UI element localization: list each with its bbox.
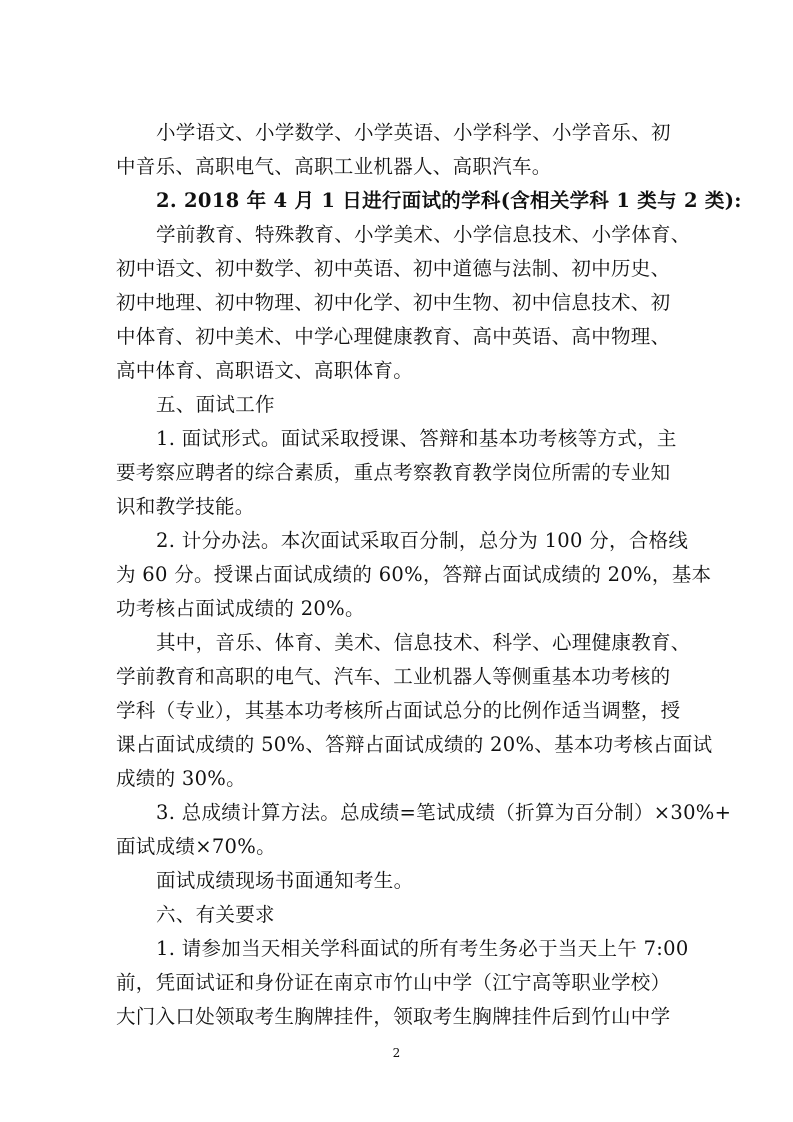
paragraph-line: 1. 面试形式。面试采取授课、答辩和基本功考核等方式，主 — [156, 427, 677, 450]
paragraph-line: 小学语文、小学数学、小学英语、小学科学、小学音乐、初 — [156, 121, 671, 144]
paragraph-line: 学前教育、特殊教育、小学美术、小学信息技术、小学体育、 — [156, 223, 691, 246]
paragraph-line: 中体育、初中美术、中学心理健康教育、高中英语、高中物理、 — [116, 325, 671, 348]
paragraph-line: 大门入口处领取考生胸牌挂件，领取考生胸牌挂件后到竹山中学 — [116, 1005, 671, 1028]
paragraph-line: 其中，音乐、体育、美术、信息技术、科学、心理健康教育、 — [156, 631, 691, 654]
paragraph-line: 中音乐、高职电气、高职工业机器人、高职汽车。 — [116, 155, 552, 178]
paragraph-line: 2. 计分办法。本次面试采取百分制，总分为 100 分，合格线 — [156, 529, 689, 552]
paragraph-line: 3. 总成绩计算方法。总成绩=笔试成绩（折算为百分制）×30%+ — [156, 801, 732, 824]
paragraph-line: 为 60 分。授课占面试成绩的 60%，答辩占面试成绩的 20%，基本 — [116, 563, 712, 586]
paragraph-line: 功考核占面试成绩的 20%。 — [116, 597, 365, 620]
paragraph-line: 1. 请参加当天相关学科面试的所有考生务必于当天上午 7:00 — [156, 937, 689, 960]
paragraph-line: 初中语文、初中数学、初中英语、初中道德与法制、初中历史、 — [116, 257, 671, 280]
paragraph-line: 前，凭面试证和身份证在南京市竹山中学（江宁高等职业学校） — [116, 971, 671, 994]
paragraph-line: 要考察应聘者的综合素质，重点考察教育教学岗位所需的专业知 — [116, 461, 671, 484]
paragraph-line: 学前教育和高职的电气、汽车、工业机器人等侧重基本功考核的 — [116, 665, 671, 688]
section-heading: 五、面试工作 — [156, 393, 275, 416]
paragraph-line: 面试成绩×70%。 — [116, 835, 276, 858]
paragraph-line: 识和教学技能。 — [116, 495, 255, 518]
paragraph-line: 高中体育、高职语文、高职体育。 — [116, 359, 414, 382]
paragraph-line: 学科（专业），其基本功考核所占面试总分的比例作适当调整，授 — [116, 699, 681, 722]
page-number: 2 — [392, 1046, 401, 1060]
paragraph-line: 初中地理、初中物理、初中化学、初中生物、初中信息技术、初 — [116, 291, 671, 314]
paragraph-line: 课占面试成绩的 50%、答辩占面试成绩的 20%、基本功考核占面试 — [116, 733, 713, 756]
paragraph-line: 面试成绩现场书面通知考生。 — [156, 869, 414, 892]
paragraph-line: 成绩的 30%。 — [116, 767, 246, 790]
section-heading: 2. 2018 年 4 月 1 日进行面试的学科(含相关学科 1 类与 2 类): — [156, 189, 742, 212]
section-heading: 六、有关要求 — [156, 903, 275, 926]
